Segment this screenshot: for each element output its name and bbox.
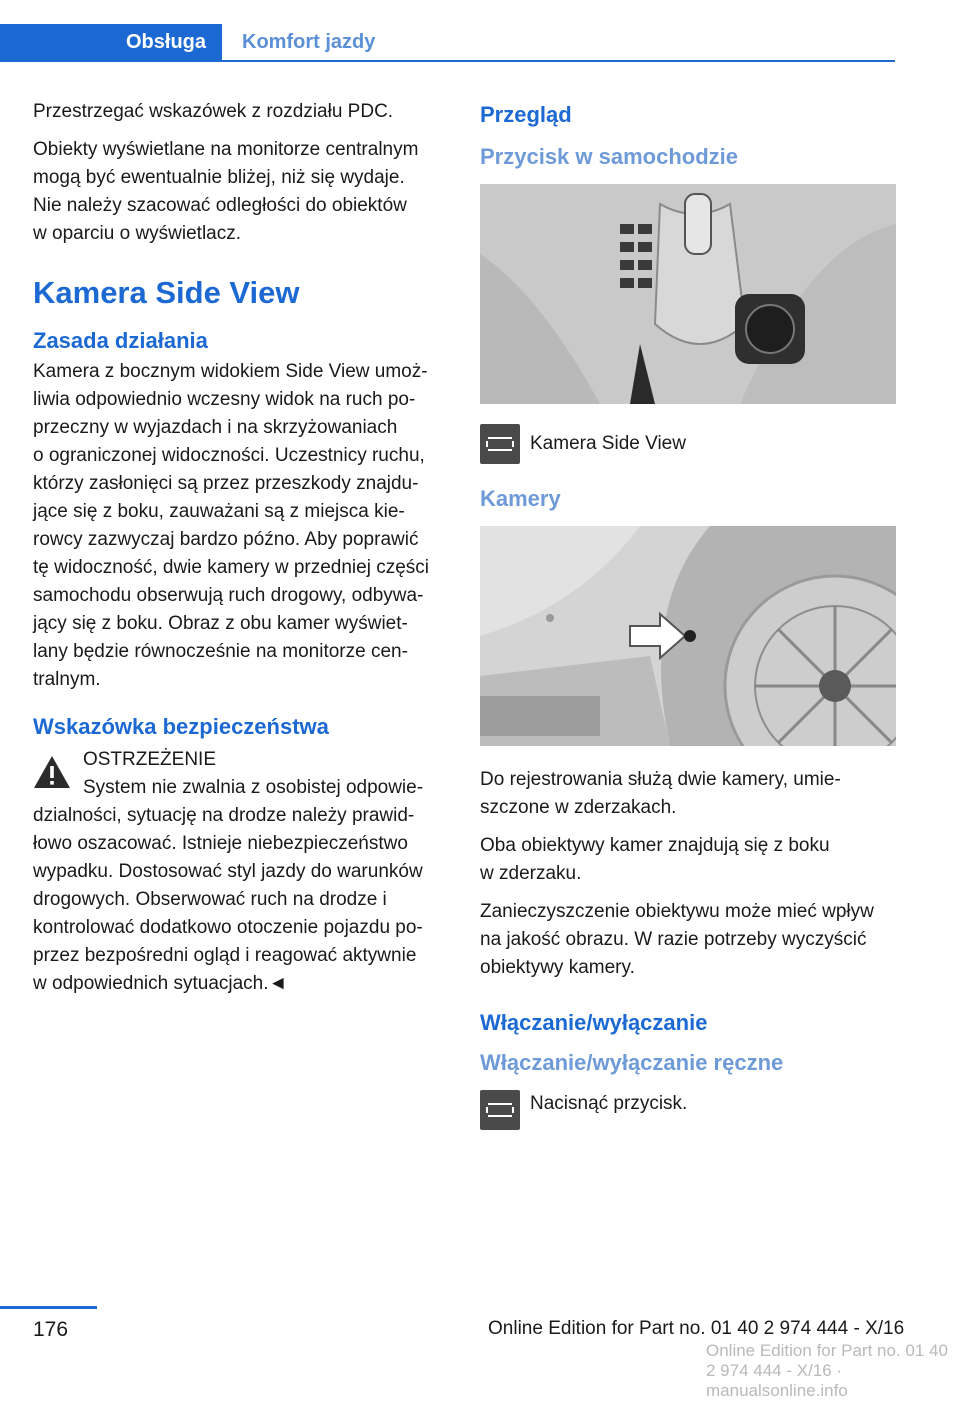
text-line: w odpowiednich sytuacjach.◄	[33, 973, 288, 994]
paragraph-monitor	[33, 136, 451, 248]
text-line: o ograniczonej widoczności. Uczestnicy ruchu,	[33, 445, 425, 466]
warning-triangle-icon	[33, 754, 71, 790]
wheel-photo	[480, 526, 896, 746]
text-line: Nie należy szacować odległości do obiektów	[33, 195, 407, 216]
text-line: jący się z boku. Obraz z obu kamer wyświet-	[33, 613, 408, 634]
car-console-image	[480, 184, 896, 404]
page-header	[0, 24, 895, 62]
warning-title: OSTRZEŻENIE	[83, 749, 217, 770]
text-line: Zanieczyszczenie obiektywu może mieć wpływ	[480, 901, 874, 922]
paragraph-pdc: Przestrzegać wskazówek z rozdziału PDC.	[33, 101, 394, 122]
page-number: 176	[33, 1318, 69, 1341]
text-line: szczone w zderzakach.	[480, 797, 677, 818]
text-line: kontrolować dodatkowo otoczenie pojazdu po-	[33, 917, 423, 938]
side-view-camera-button-icon[interactable]	[480, 424, 520, 464]
tab-komfort-jazdy[interactable]: Komfort jazdy	[242, 30, 376, 53]
right-column	[480, 98, 896, 1142]
edition-text: Online Edition for Part no. 01 40 2 974 444 - X/16	[488, 1318, 905, 1339]
left-column	[33, 98, 451, 1008]
text-line: w zderzaku.	[480, 863, 582, 884]
section-title: Kamera Side View	[33, 275, 300, 310]
section-title-overview: Przegląd	[480, 102, 572, 127]
text-line: rowcy zazwyczaj bardzo późno. Aby poprawić	[33, 529, 419, 550]
watermark-text: Online Edition for Part no. 01 40 2 974 444 - X/16 · manualsonline.info	[706, 1341, 948, 1400]
warning-block	[33, 746, 451, 802]
warning-text	[33, 802, 451, 998]
text-line: wypadku. Dostosować styl jazdy do warunków	[33, 861, 423, 882]
subsection-title-manual: Włączanie/wyłączanie ręczne	[480, 1050, 784, 1075]
action-text: Nacisnąć przycisk.	[530, 1093, 688, 1114]
action-legend	[480, 1090, 896, 1130]
subsection-title-cameras: Kamery	[480, 486, 561, 511]
paragraph-principle	[33, 358, 451, 694]
button-label: Kamera Side View	[530, 433, 686, 454]
text-line: jące się z boku, zauważani są z miejsca kie-	[33, 501, 405, 522]
text-line: mogą być ewentualnie bliżej, niż się wydaje.	[33, 167, 405, 188]
text-line: obiektywy kamery.	[480, 957, 635, 978]
text-line: System nie zwalnia z osobistej odpowie-	[83, 777, 424, 798]
text-line: Kamera z bocznym widokiem Side View umoż-	[33, 361, 428, 382]
text-line: Obiekty wyświetlane na monitorze centralnym	[33, 139, 419, 160]
text-line: łowo oszacować. Istnieje niebezpieczeństwo	[33, 833, 408, 854]
button-legend	[480, 424, 896, 464]
paragraph-cameras-location	[480, 766, 896, 822]
text-line: tralnym.	[33, 669, 101, 690]
text-line: dzialności, sytuację na drodze należy prawid-	[33, 805, 415, 826]
section-title-on-off: Włączanie/wyłączanie	[480, 1010, 708, 1035]
subsection-title-safety: Wskazówka bezpieczeństwa	[33, 714, 329, 739]
text-line: na jakość obrazu. W razie potrzeby wyczyścić	[480, 929, 867, 950]
text-line: przez bezpośredni ogląd i reagować aktywnie	[33, 945, 417, 966]
text-line: samochodu obserwują ruch drogowy, odbywa-	[33, 585, 424, 606]
text-line: Do rejestrowania służą dwie kamery, umie-	[480, 769, 841, 790]
bumper-camera-image	[480, 526, 896, 746]
header-divider	[0, 60, 895, 62]
text-line: którzy zasłonięci są przez przeszkody znajdu-	[33, 473, 419, 494]
text-line: Oba obiektywy kamer znajdują się z boku	[480, 835, 830, 856]
text-line: przeczny w wyjazdach i na skrzyżowaniach	[33, 417, 398, 438]
text-line: lany będzie równocześnie na monitorze cen-	[33, 641, 408, 662]
text-line: liwia odpowiednio wczesny widok na ruch po-	[33, 389, 416, 410]
paragraph-lenses	[480, 832, 896, 888]
side-view-camera-button-icon[interactable]	[480, 1090, 520, 1130]
paragraph-dirt	[480, 898, 896, 982]
footer-divider	[0, 1306, 97, 1309]
subsection-title-button: Przycisk w samochodzie	[480, 144, 738, 169]
console-photo	[480, 184, 896, 404]
tab-obsluga[interactable]: Obsługa	[0, 24, 222, 60]
text-line: w oparciu o wyświetlacz.	[33, 223, 242, 244]
subsection-title-principle: Zasada działania	[33, 328, 208, 353]
text-line: drogowych. Obserwować ruch na drodze i	[33, 889, 387, 910]
text-line: tę widoczność, dwie kamery w przedniej części	[33, 557, 429, 578]
